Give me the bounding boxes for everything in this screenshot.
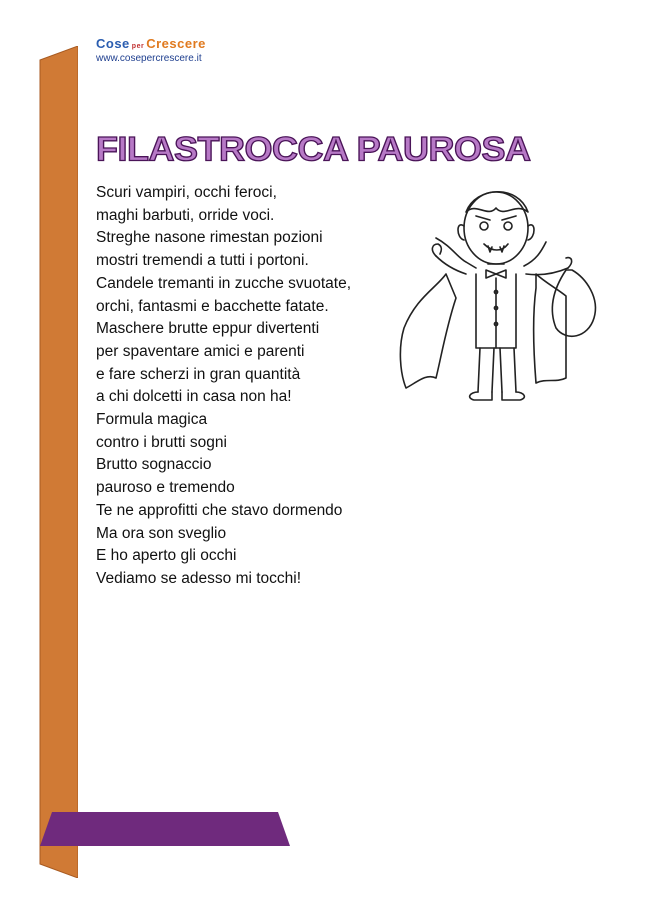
purple-bottom-band [40, 812, 290, 846]
poem-line: pauroso e tremendo [96, 479, 235, 497]
logo-url[interactable]: www.cosepercrescere.it [96, 53, 202, 64]
poem-line: Maschere brutte eppur divertenti [96, 320, 320, 338]
poem-line: e fare scherzi in gran quantità [96, 365, 301, 383]
logo-word-per: per [131, 43, 145, 50]
poem-line: Brutto sognaccio [96, 456, 212, 474]
logo-title [96, 36, 206, 51]
poem-line: Vediamo se adesso mi tocchi! [96, 569, 302, 587]
poem-line: per spaventare amici e parenti [96, 342, 305, 360]
page-title: FILASTROCCA PAUROSA [96, 129, 531, 168]
logo-word-crescere: Crescere [146, 36, 206, 51]
poem-line: Ma ora son sveglio [96, 524, 227, 542]
site-logo[interactable] [96, 36, 206, 64]
poem-line: Streghe nasone rimestan pozioni [96, 229, 323, 247]
poem-line: orchi, fantasmi e bacchette fatate. [96, 297, 329, 315]
poem-line: a chi dolcetti in casa non ha! [96, 388, 292, 406]
poem-text [96, 182, 426, 591]
logo-word-cose: Cose [96, 36, 130, 51]
poem-line: Candele tremanti in zucche svuotate, [96, 274, 352, 292]
poem-line: Formula magica [96, 411, 208, 429]
poem-line: Scuri vampiri, occhi feroci, [96, 184, 277, 201]
poem-line: Te ne approfitti che stavo dormendo [96, 501, 343, 519]
vampire-drawing [396, 178, 608, 418]
poem-line: E ho aperto gli occhi [96, 547, 237, 565]
orange-side-bar [38, 46, 78, 878]
poem-line: mostri tremendi a tutti i portoni. [96, 252, 309, 270]
poem-line: maghi barbuti, orride voci. [96, 206, 275, 224]
poem-line: contro i brutti sogni [96, 433, 227, 451]
